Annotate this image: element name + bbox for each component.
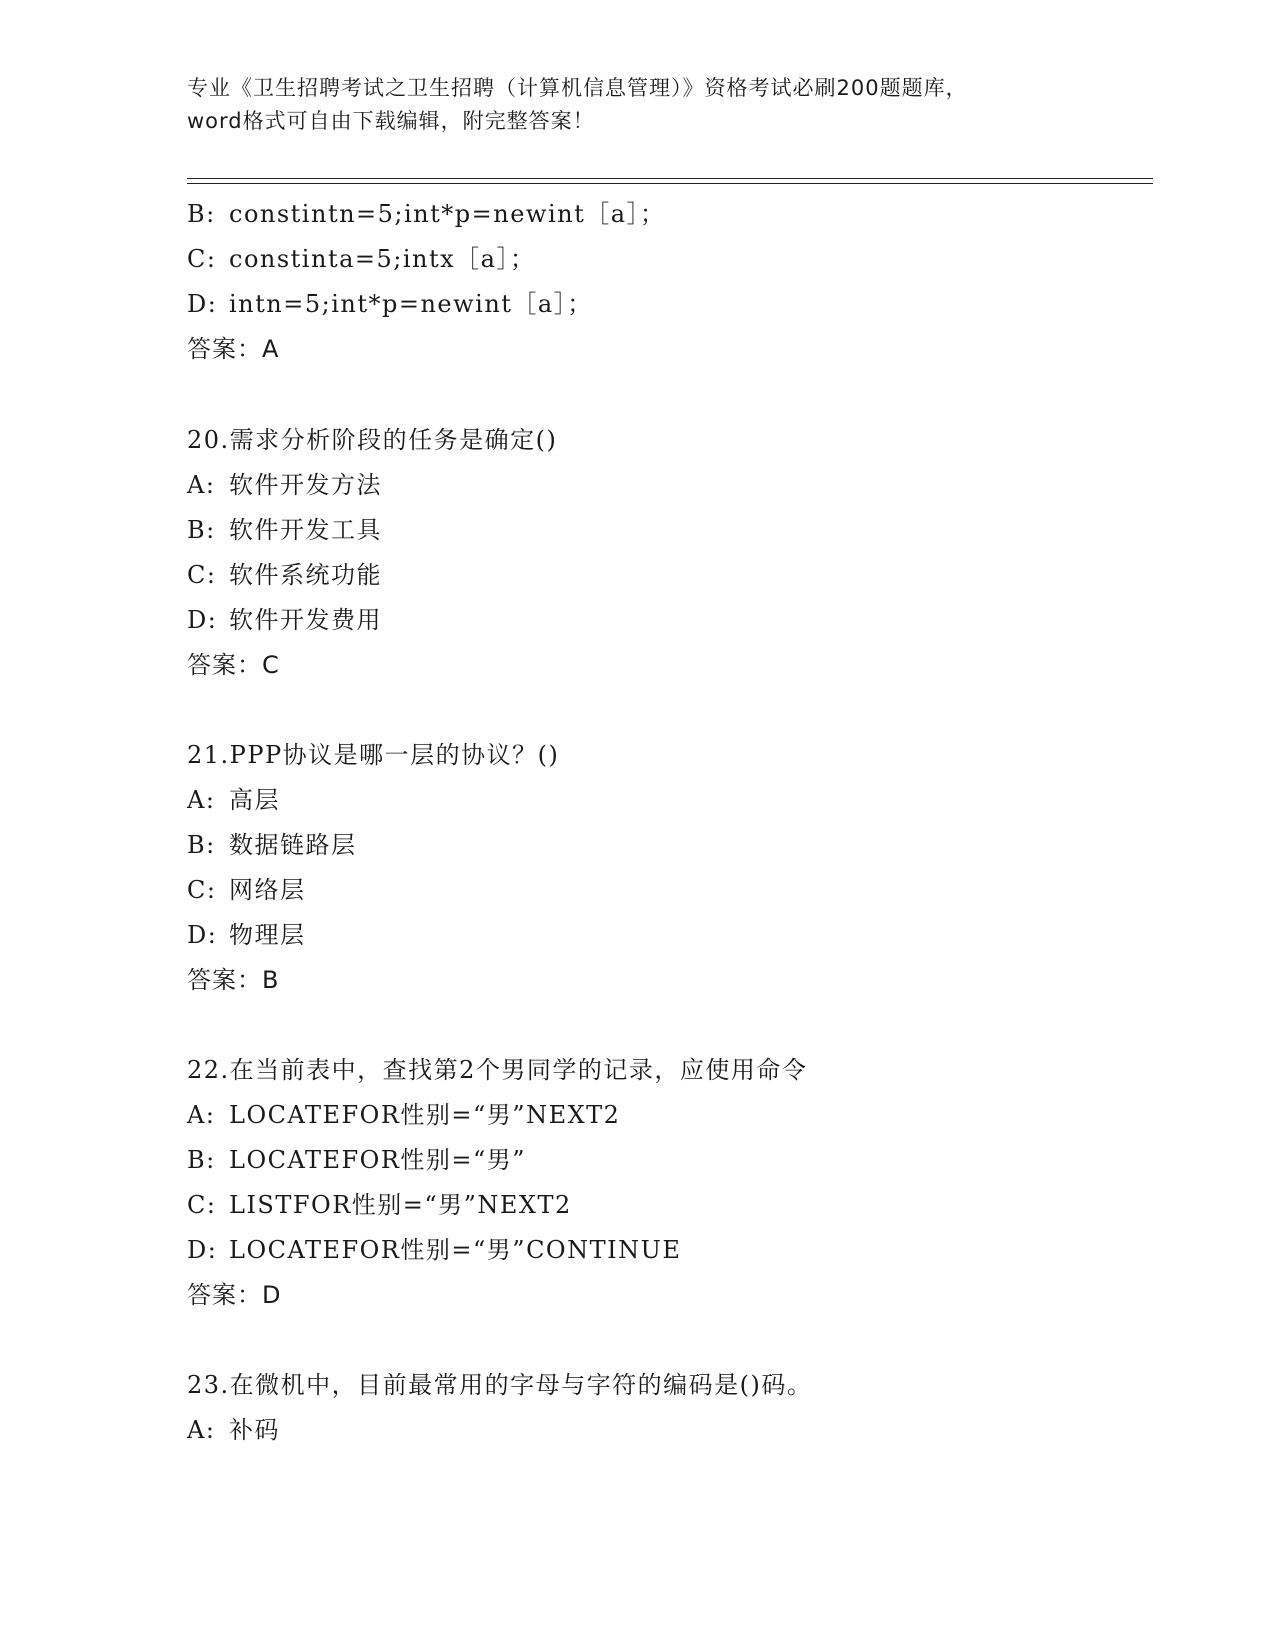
option-line (187, 1230, 681, 1265)
header-line-1: 专业《卫生招聘考试之卫生招聘（计算机信息管理）》资格考试必刷200题题库， (187, 76, 968, 100)
option-text: intn=5;int*p=newint［a］； (229, 290, 593, 318)
option-tag: A: (187, 471, 216, 499)
option-line (187, 780, 280, 815)
question-stem: 20.需求分析阶段的任务是确定() (187, 426, 558, 454)
option-line (187, 1095, 620, 1130)
answer-line: 答案：D (187, 1281, 282, 1309)
option-text: LOCATEFOR性别=“男”CONTINUE (229, 1236, 682, 1264)
option-text: LISTFOR性别=“男”NEXT2 (229, 1191, 572, 1219)
option-tag: C: (187, 876, 217, 904)
option-tag: C: (187, 1191, 217, 1219)
option-text: 补码 (229, 1416, 280, 1444)
option-tag: B: (187, 1146, 216, 1174)
option-tag: D: (187, 606, 218, 634)
option-tag: C: (187, 245, 217, 273)
question-stem: 22.在当前表中，查找第2个男同学的记录，应使用命令 (187, 1056, 808, 1084)
option-text: 数据链路层 (229, 831, 357, 859)
option-text: 网络层 (229, 876, 306, 904)
option-line (187, 465, 382, 500)
question-stem: 21.PPP协议是哪一层的协议？() (187, 741, 560, 769)
option-tag: B: (187, 200, 216, 228)
header-divider-top (187, 178, 1153, 179)
header-line-2: word格式可自由下载编辑，附完整答案！ (187, 109, 595, 133)
header-divider-bottom (187, 183, 1153, 184)
option-line (187, 510, 382, 545)
option-text: LOCATEFOR性别=“男” (229, 1146, 527, 1174)
option-tag: A: (187, 1416, 216, 1444)
option-line (187, 1140, 526, 1175)
option-line (187, 194, 666, 229)
question-stem: 23.在微机中，目前最常用的字母与字符的编码是()码。 (187, 1371, 813, 1399)
option-line (187, 284, 593, 319)
option-tag: D: (187, 290, 218, 318)
option-text: 软件开发工具 (229, 516, 382, 544)
option-text: constintn=5;int*p=newint［a］； (229, 200, 666, 228)
option-text: 软件开发费用 (229, 606, 382, 634)
option-text: 软件开发方法 (229, 471, 382, 499)
option-tag: D: (187, 921, 218, 949)
option-tag: D: (187, 1236, 218, 1264)
option-text: LOCATEFOR性别=“男”NEXT2 (229, 1101, 621, 1129)
answer-line: 答案：A (187, 335, 280, 363)
option-text: 软件系统功能 (229, 561, 382, 589)
option-tag: B: (187, 831, 216, 859)
option-tag: C: (187, 561, 217, 589)
answer-line: 答案：B (187, 966, 280, 994)
document-header (187, 72, 1087, 138)
answer-line: 答案：C (187, 651, 280, 679)
option-line (187, 1185, 572, 1220)
option-line (187, 239, 535, 274)
option-line (187, 1410, 280, 1445)
option-tag: B: (187, 516, 216, 544)
option-text: 物理层 (229, 921, 306, 949)
option-line (187, 825, 357, 860)
option-text: 高层 (229, 786, 280, 814)
option-line (187, 915, 306, 950)
option-tag: A: (187, 1101, 216, 1129)
option-line (187, 555, 382, 590)
option-line (187, 600, 382, 635)
option-line (187, 870, 306, 905)
option-text: constinta=5;intx［a］； (229, 245, 536, 273)
option-tag: A: (187, 786, 216, 814)
